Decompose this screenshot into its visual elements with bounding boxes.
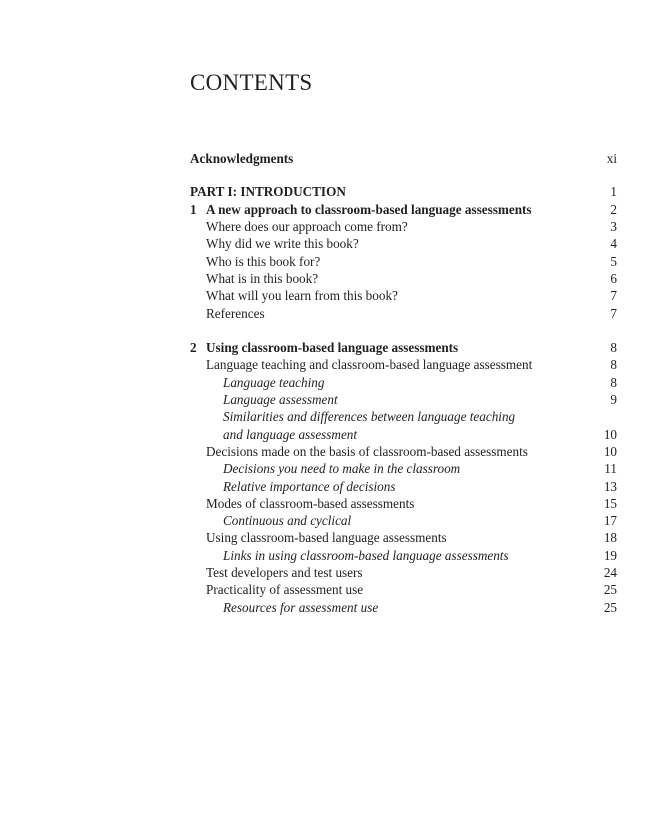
toc-page-number: 15	[603, 495, 617, 511]
toc-page-number: 8	[610, 374, 617, 390]
chapter-number: 1	[190, 201, 197, 217]
page-title: CONTENTS	[190, 70, 313, 95]
toc-section-label: Practicality of assessment use	[206, 582, 364, 598]
toc-section	[190, 564, 617, 581]
toc-page-number: 4	[610, 236, 617, 252]
toc-subsection-label: Relative importance of decisions	[223, 478, 396, 494]
toc-page-number: 11	[604, 461, 617, 477]
toc-section	[190, 529, 617, 546]
toc-section	[190, 270, 617, 287]
toc-section-label: What is in this book?	[206, 270, 319, 286]
toc-section	[190, 235, 617, 252]
toc-section-label: Using classroom-based language assessments	[206, 530, 447, 546]
toc-section	[190, 356, 617, 373]
toc-page-number: 2	[610, 201, 617, 217]
toc-subsection	[190, 460, 617, 477]
toc-section-label: Where does our approach come from?	[206, 219, 408, 235]
toc-section	[190, 443, 617, 460]
toc-section	[190, 287, 617, 304]
toc-section	[190, 495, 617, 512]
toc-page-number: 10	[603, 443, 617, 459]
toc-section-label: Decisions made on the basis of classroom-based assessments	[206, 443, 528, 459]
chapter-title: Using classroom-based language assessments	[206, 340, 459, 356]
toc-page-number: 9	[610, 392, 617, 408]
toc-section-label: What will you learn from this book?	[206, 288, 398, 304]
toc-entry-label: Acknowledgments	[190, 151, 294, 166]
toc-page-number: 18	[603, 530, 617, 546]
toc-subsection-label: Links in using classroom-based language assessments	[223, 547, 509, 563]
toc-part-heading	[190, 183, 617, 200]
toc-subsection-label: Similarities and differences between language teaching	[223, 409, 516, 425]
toc-part-label: PART I: INTRODUCTION	[190, 184, 346, 200]
toc-page-number: 19	[603, 547, 617, 563]
toc-subsection-label: Resources for assessment use	[223, 599, 379, 615]
toc-subsection	[190, 547, 617, 564]
toc-section-label: Test developers and test users	[206, 565, 363, 581]
toc-subsection	[190, 512, 617, 529]
toc-page-number: 10	[603, 426, 617, 442]
chapter-title: A new approach to classroom-based language assessments	[206, 201, 532, 217]
toc-page-number: 17	[603, 513, 617, 529]
toc-subsection-label: Decisions you need to make in the classroom	[223, 461, 461, 477]
toc-section	[190, 305, 617, 322]
toc-page-number: 8	[610, 340, 617, 356]
toc-section-label: Why did we write this book?	[206, 236, 359, 252]
toc-subsection	[190, 408, 617, 425]
toc-page-number: 24	[603, 565, 617, 581]
toc-subsection-label: Language teaching	[223, 374, 325, 390]
toc-page-number: 8	[610, 357, 617, 373]
chapter-number: 2	[190, 340, 197, 356]
toc-chapter-2	[190, 339, 617, 356]
toc-page-number: 7	[610, 305, 617, 321]
toc-section-label: References	[206, 305, 265, 321]
toc-subsection	[190, 426, 617, 443]
toc-entry-acknowledgments	[190, 150, 617, 167]
toc-chapter-1	[190, 201, 617, 218]
toc-page-number: 13	[603, 478, 617, 494]
toc-subsection-label: Continuous and cyclical	[223, 513, 352, 529]
toc-page-number: xi	[606, 151, 617, 166]
toc-section-label: Language teaching and classroom-based language assessment	[206, 357, 533, 373]
toc-section-label: Modes of classroom-based assessments	[206, 495, 415, 511]
toc-subsection	[190, 374, 617, 391]
toc-page-number: 7	[610, 288, 617, 304]
toc-page-number: 1	[610, 184, 617, 200]
toc-subsection	[190, 391, 617, 408]
toc-section-label: Who is this book for?	[206, 253, 321, 269]
toc-section	[190, 218, 617, 235]
toc-page-number: 25	[603, 599, 617, 615]
toc-subsection	[190, 478, 617, 495]
toc-page-number: 5	[610, 253, 617, 269]
toc-subsection-label: Language assessment	[223, 392, 338, 408]
table-of-contents	[190, 150, 617, 616]
toc-subsection-label: and language assessment	[223, 426, 358, 442]
toc-subsection	[190, 599, 617, 616]
toc-page-number: 3	[610, 219, 617, 235]
toc-section	[190, 581, 617, 598]
toc-page-number: 25	[603, 582, 617, 598]
toc-section	[190, 253, 617, 270]
toc-page-number: 6	[610, 270, 617, 286]
